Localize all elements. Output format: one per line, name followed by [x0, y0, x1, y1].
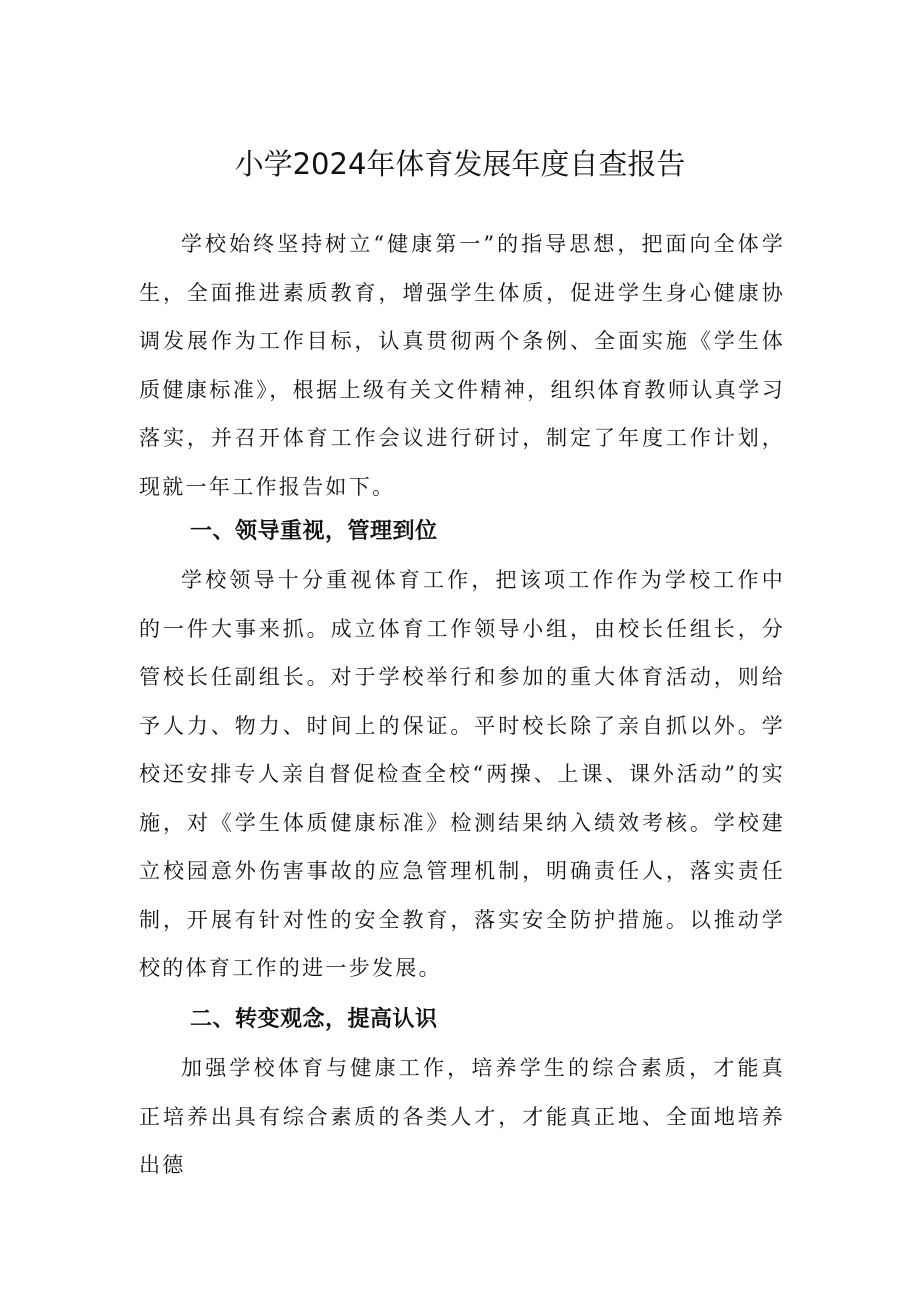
section-heading-1: 一、领导重视，管理到位 [190, 519, 438, 544]
section-heading-2: 二、转变观念，提高认识 [190, 1007, 438, 1032]
section-body-2: 加强学校体育与健康工作，培养学生的综合素质，才能真正培养出具有综合素质的各类人才，才能真正地、全面地培养出德 [139, 1056, 785, 1177]
section-body-1: 学校领导十分重视体育工作，把该项工作作为学校工作中的一件大事来抓。成立体育工作领导小组，由校长任组长，分管校长任副组长。对于学校举行和参加的重大体育活动，则给予人力、物力、时间上的保证。平时校长除了亲自抓以外。学校还安排专人亲自督促检查全校“两操、上课、课外活动”的实施，对《学生体质健康标准》检测结果纳入绩效考核。学校建立校园意外伤害事故的应急管理机制，明确责任人，落实责任制，开展有针对性的安全教育，落实安全防护措施。以推动学校的体育工作的进一步发展。 [139, 568, 785, 980]
document-title: 小学2024年体育发展年度自查报告 [234, 147, 686, 181]
intro-paragraph: 学校始终坚持树立“健康第一”的指导思想，把面向全体学生，全面推进素质教育，增强学生体质，促进学生身心健康协调发展作为工作目标，认真贯彻两个条例、全面实施《学生体质健康标准》，根据上级有关文件精神，组织体育教师认真学习落实，并召开体育工作会议进行研讨，制定了年度工作计划，现就一年工作报告如下。 [139, 232, 785, 499]
